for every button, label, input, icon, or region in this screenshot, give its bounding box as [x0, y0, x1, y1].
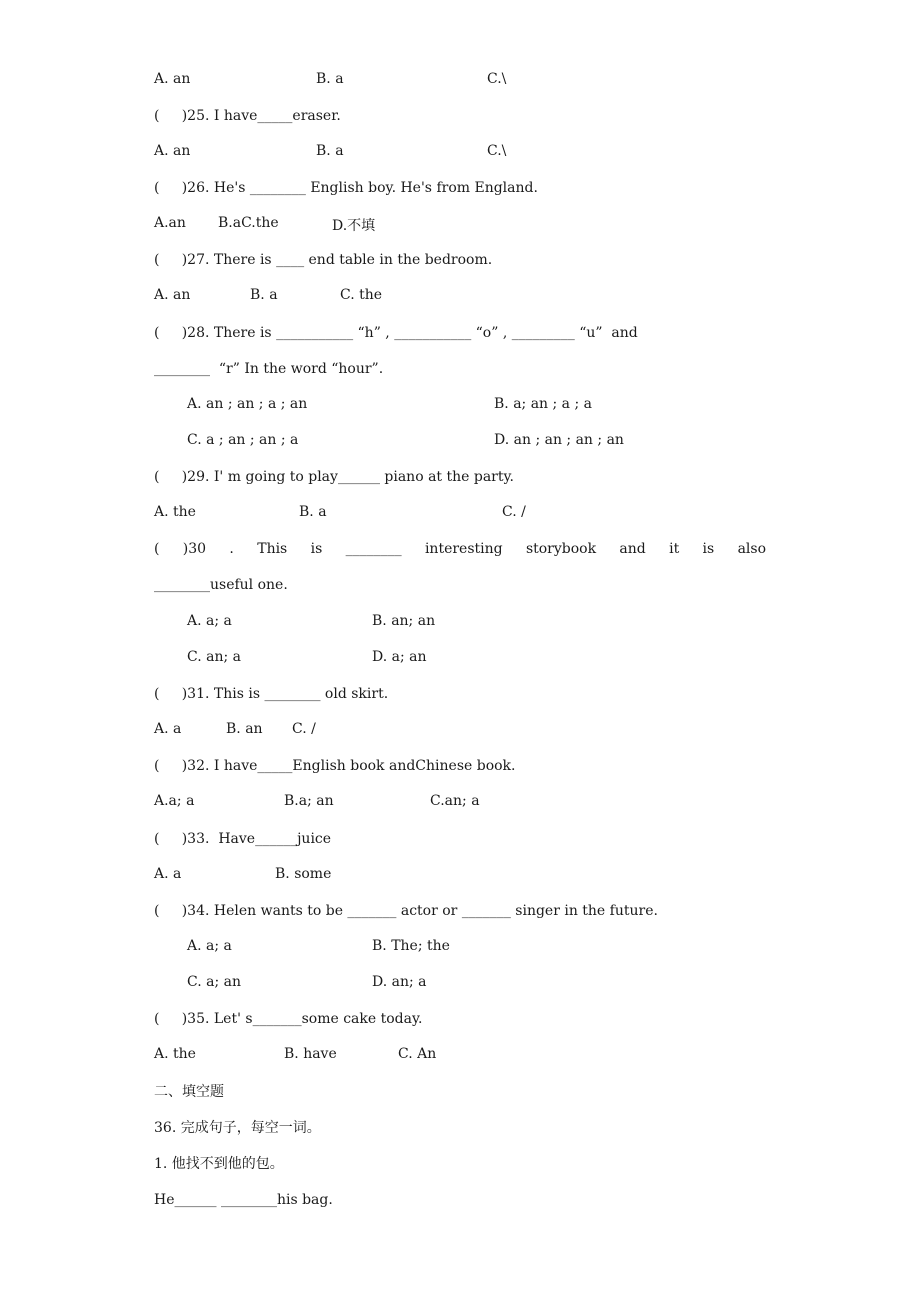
answer-option: A. an — [154, 143, 191, 159]
answer-option: A.a; a — [154, 793, 195, 809]
document-line: 二、填空题 — [154, 1084, 224, 1100]
document-line: 36. 完成句子，每空一词。 — [154, 1120, 321, 1136]
answer-option: A. a; a — [187, 938, 232, 954]
question-stem: ( )33. Have______juice — [154, 831, 332, 847]
answer-option: C. a; an — [187, 974, 241, 990]
answer-option: C.\ — [487, 71, 507, 87]
question-stem: ( )35. Let' s_______some cake today. — [154, 1011, 423, 1027]
answer-option: C.\ — [487, 143, 507, 159]
answer-option: C. / — [502, 504, 526, 520]
answer-option: B. a — [316, 71, 344, 87]
answer-option: C.an; a — [430, 793, 480, 809]
question-stem: ( )34. Helen wants to be _______ actor or _______ singer in the future. — [154, 903, 658, 919]
question-stem: ( )31. This is ________ old skirt. — [154, 686, 389, 702]
answer-option: D. an; a — [372, 974, 427, 990]
answer-option: A.an — [154, 215, 186, 231]
answer-option: B. some — [275, 866, 332, 882]
answer-option: B. an — [226, 721, 263, 737]
question-stem: ( )29. I' m going to play______ piano at the party. — [154, 469, 515, 485]
answer-option: B. a — [299, 504, 327, 520]
answer-option: C. an; a — [187, 649, 241, 665]
document-line: He______ ________his bag. — [154, 1192, 333, 1208]
answer-option: A. a; a — [187, 613, 232, 629]
answer-option: D. an ; an ; an ; an — [494, 432, 624, 448]
answer-option: B. have — [284, 1046, 337, 1062]
answer-option: B. an; an — [372, 613, 436, 629]
document-line: 1. 他找不到他的包。 — [154, 1156, 284, 1172]
answer-option: B. a — [316, 143, 344, 159]
document-line: ________useful one. — [154, 577, 288, 593]
document-line: ________ “r” In the word “hour”. — [154, 361, 384, 377]
answer-option: A. the — [154, 504, 196, 520]
answer-option: A. a — [154, 866, 182, 882]
answer-option: C. the — [340, 287, 383, 303]
question-stem: ( )25. I have_____eraser. — [154, 108, 341, 124]
answer-option: B. The; the — [372, 938, 450, 954]
answer-option: B. a — [250, 287, 278, 303]
answer-option: D.不填 — [332, 218, 376, 234]
question-stem: ( )28. There is ___________ “h” , ___________ “o” , _________ “u” and — [154, 325, 638, 341]
answer-option: B.a; an — [284, 793, 334, 809]
question-stem: ( )26. He's ________ English boy. He's from England. — [154, 180, 538, 196]
answer-option: A. an — [154, 71, 191, 87]
answer-option: C. An — [398, 1046, 437, 1062]
answer-option: A. a — [154, 721, 182, 737]
answer-option: C. a ; an ; an ; a — [187, 432, 299, 448]
answer-option: B. a; an ; a ; a — [494, 396, 592, 412]
answer-option: A. an ; an ; a ; an — [187, 396, 308, 412]
question-stem: ( )27. There is ____ end table in the bedroom. — [154, 252, 493, 268]
question-stem: ( )30 . This is ________ interesting storybook and it is also — [154, 541, 766, 557]
answer-option: B.aC.the — [218, 215, 279, 231]
answer-option: A. the — [154, 1046, 196, 1062]
answer-option: A. an — [154, 287, 191, 303]
answer-option: D. a; an — [372, 649, 427, 665]
answer-option: C. / — [292, 721, 316, 737]
question-stem: ( )32. I have_____English book andChinese book. — [154, 758, 516, 774]
